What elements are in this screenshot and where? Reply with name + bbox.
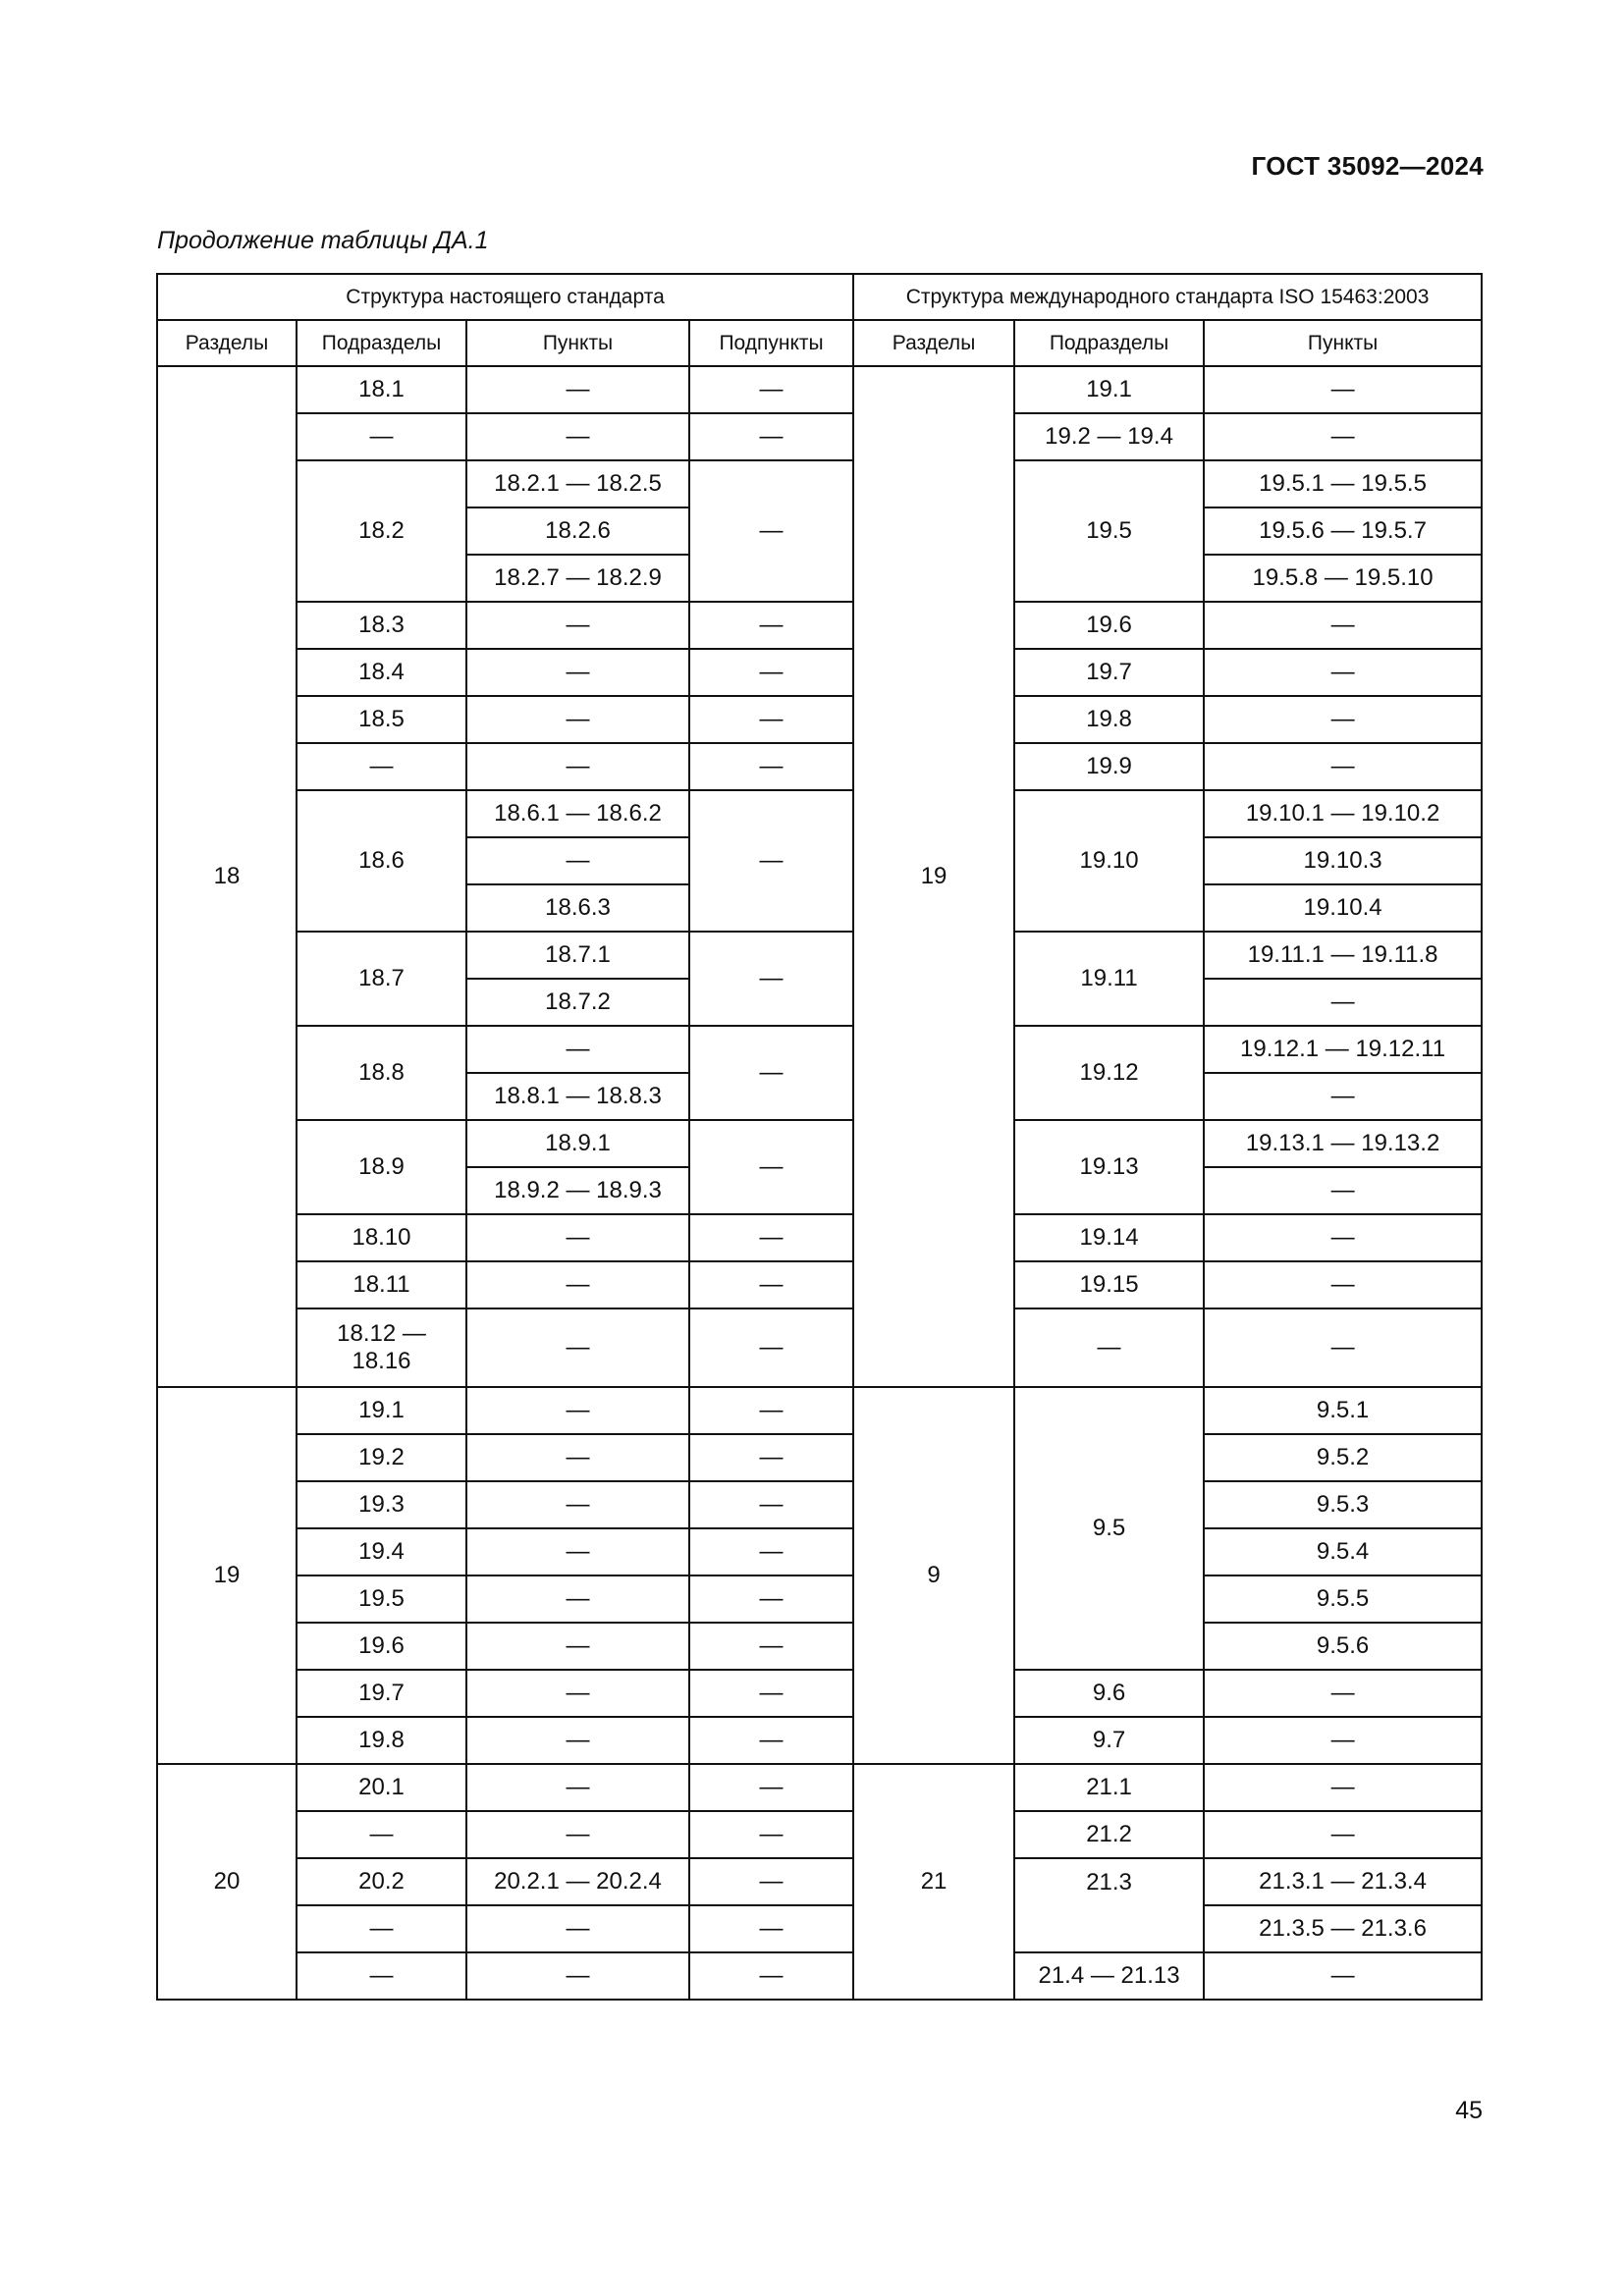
table-cell: 19.6 — [297, 1623, 466, 1670]
table-cell: — — [1204, 1764, 1482, 1811]
table-cell: — — [689, 649, 853, 696]
table-cell: — — [466, 1261, 689, 1308]
table-cell: 9.5.3 — [1204, 1481, 1482, 1528]
table-cell: 18.9.2 — 18.9.3 — [466, 1167, 689, 1214]
column-header: Подразделы — [1014, 320, 1204, 366]
table-cell: 18.8 — [297, 1026, 466, 1120]
table-cell: 19.8 — [1014, 696, 1204, 743]
table-cell: — — [689, 1811, 853, 1858]
table-cell: — — [1014, 1308, 1204, 1387]
table-cell: 9.7 — [1014, 1717, 1204, 1764]
table-cell: — — [466, 1623, 689, 1670]
table-cell: — — [1204, 1811, 1482, 1858]
table-cell: — — [689, 1623, 853, 1670]
table-cell: — — [1204, 743, 1482, 790]
table-cell: — — [297, 1952, 466, 2000]
table-cell: — — [297, 1905, 466, 1952]
table-row — [157, 696, 1482, 743]
table-cell: 18.11 — [297, 1261, 466, 1308]
table-cell: 20.2 — [297, 1858, 466, 1905]
table-cell: — — [689, 1717, 853, 1764]
table-cell: — — [689, 932, 853, 1026]
column-header: Подпункты — [689, 320, 853, 366]
table-cell: 19.10 — [1014, 790, 1204, 932]
group-header-row — [157, 274, 1482, 320]
table-row — [157, 743, 1482, 790]
table-cell: 19 — [157, 1387, 297, 1764]
group-header-international: Структура международного стандарта ISO 15463:2003 — [853, 274, 1482, 320]
table-cell: — — [689, 1858, 853, 1905]
table-row — [157, 1120, 1482, 1167]
table-cell: — — [297, 413, 466, 460]
table-cell: 19.11.1 — 19.11.8 — [1204, 932, 1482, 979]
table-cell: — — [466, 696, 689, 743]
table-cell: — — [689, 1387, 853, 1434]
table-row — [157, 1261, 1482, 1308]
column-header-row — [157, 320, 1482, 366]
table-cell: — — [1204, 649, 1482, 696]
table-cell: 18.6.3 — [466, 884, 689, 932]
table-cell: — — [689, 1434, 853, 1481]
table-cell: — — [689, 1952, 853, 2000]
table-cell: — — [689, 602, 853, 649]
table-cell: 18.10 — [297, 1214, 466, 1261]
table-row — [157, 1717, 1482, 1764]
table-cell: 18.2.1 — 18.2.5 — [466, 460, 689, 507]
table-cell: 19.8 — [297, 1717, 466, 1764]
table-cell: 18.8.1 — 18.8.3 — [466, 1073, 689, 1120]
table-cell: — — [466, 1905, 689, 1952]
table-cell: — — [466, 1952, 689, 2000]
table-cell: 19.5 — [1014, 460, 1204, 602]
table-cell: — — [689, 460, 853, 602]
table-cell: 19.5 — [297, 1575, 466, 1623]
table-cell: 19.15 — [1014, 1261, 1204, 1308]
table-row — [157, 932, 1482, 979]
table-row — [157, 1026, 1482, 1073]
table-cell: 21.2 — [1014, 1811, 1204, 1858]
table-cell: 19.7 — [297, 1670, 466, 1717]
table-cell: 21.3.5 — 21.3.6 — [1204, 1905, 1482, 1952]
table-cell: — — [689, 1026, 853, 1120]
table-cell: 18.6.1 — 18.6.2 — [466, 790, 689, 837]
table-cell: 18.6 — [297, 790, 466, 932]
table-row — [157, 366, 1482, 413]
table-cell: — — [689, 1120, 853, 1214]
table-cell: 9.5.1 — [1204, 1387, 1482, 1434]
table-cell: 18.7 — [297, 932, 466, 1026]
table-cell: 9.5.4 — [1204, 1528, 1482, 1575]
table-cell: 9.5.6 — [1204, 1623, 1482, 1670]
table-row — [157, 1434, 1482, 1481]
table-cell: — — [1204, 979, 1482, 1026]
table-cell: — — [1204, 1670, 1482, 1717]
table-cell: 19.1 — [297, 1387, 466, 1434]
table-cell: — — [1204, 1214, 1482, 1261]
table-cell: — — [466, 1387, 689, 1434]
table-row — [157, 1905, 1482, 1952]
table-cell: — — [297, 1811, 466, 1858]
table-cell: — — [689, 1214, 853, 1261]
table-row — [157, 1623, 1482, 1670]
table-cell: 18.2.6 — [466, 507, 689, 555]
table-cell: 20 — [157, 1764, 297, 2000]
table-row — [157, 790, 1482, 837]
table-cell: 20.2.1 — 20.2.4 — [466, 1858, 689, 1905]
table-row — [157, 1387, 1482, 1434]
table-cell: 18.9.1 — [466, 1120, 689, 1167]
table-row — [157, 649, 1482, 696]
table-cell: 18.7.1 — [466, 932, 689, 979]
table-cell — [1014, 1905, 1204, 1952]
table-cell: — — [689, 1905, 853, 1952]
table-cell: 19.1 — [1014, 366, 1204, 413]
table-cell: 19.10.4 — [1204, 884, 1482, 932]
column-header: Разделы — [853, 320, 1014, 366]
table-cell: — — [689, 790, 853, 932]
table-cell: — — [1204, 1308, 1482, 1387]
table-cell: 19 — [853, 366, 1014, 1387]
table-row — [157, 602, 1482, 649]
table-row — [157, 1670, 1482, 1717]
table-cell: — — [466, 649, 689, 696]
table-cell: 19.10.3 — [1204, 837, 1482, 884]
table-cell: — — [466, 1811, 689, 1858]
table-cell: — — [466, 602, 689, 649]
table-cell: — — [1204, 366, 1482, 413]
table-cell: — — [689, 413, 853, 460]
table-cell: — — [1204, 1952, 1482, 2000]
table-cell: — — [466, 743, 689, 790]
table-cell: 18.2.7 — 18.2.9 — [466, 555, 689, 602]
table-cell: — — [1204, 696, 1482, 743]
table-row — [157, 1575, 1482, 1623]
correspondence-table — [156, 273, 1483, 2001]
table-cell: — — [689, 1575, 853, 1623]
table-cell: — — [466, 1214, 689, 1261]
column-header: Разделы — [157, 320, 297, 366]
table-cell: 18.9 — [297, 1120, 466, 1214]
table-cell: 19.11 — [1014, 932, 1204, 1026]
table-cell: 19.4 — [297, 1528, 466, 1575]
table-cell: 19.2 — [297, 1434, 466, 1481]
table-row — [157, 1481, 1482, 1528]
table-cell: — — [689, 743, 853, 790]
table-cell: — — [466, 837, 689, 884]
table-cell: 19.12.1 — 19.12.11 — [1204, 1026, 1482, 1073]
table-cell: 19.12 — [1014, 1026, 1204, 1120]
table-cell: 19.14 — [1014, 1214, 1204, 1261]
table-cell: 19.13 — [1014, 1120, 1204, 1214]
table-caption: Продолжение таблицы ДА.1 — [157, 227, 489, 254]
table-cell: 19.5.8 — 19.5.10 — [1204, 555, 1482, 602]
table-cell: — — [466, 1575, 689, 1623]
table-cell: 21.3.1 — 21.3.4 — [1204, 1858, 1482, 1905]
table-row — [157, 413, 1482, 460]
table-cell: — — [466, 1717, 689, 1764]
table-cell: — — [1204, 1261, 1482, 1308]
table-cell: — — [689, 366, 853, 413]
table-cell: 19.5.6 — 19.5.7 — [1204, 507, 1482, 555]
table-cell: — — [689, 696, 853, 743]
table-cell: — — [466, 366, 689, 413]
table-row — [157, 1214, 1482, 1261]
column-header: Пункты — [466, 320, 689, 366]
table-cell: 9.5.5 — [1204, 1575, 1482, 1623]
table-cell: — — [1204, 1167, 1482, 1214]
table-cell: 21.3 — [1014, 1858, 1204, 1905]
table-cell: — — [466, 1026, 689, 1073]
table-cell: — — [689, 1764, 853, 1811]
table-cell: 9.5.2 — [1204, 1434, 1482, 1481]
table-cell: — — [466, 1528, 689, 1575]
table-cell: 21 — [853, 1764, 1014, 2000]
table-row — [157, 1811, 1482, 1858]
table-cell: 21.1 — [1014, 1764, 1204, 1811]
table-cell: 19.7 — [1014, 649, 1204, 696]
table-cell: — — [1204, 413, 1482, 460]
table-cell: — — [466, 1764, 689, 1811]
column-header: Пункты — [1204, 320, 1482, 366]
table-cell: — — [689, 1670, 853, 1717]
table-cell: 9.5 — [1014, 1387, 1204, 1670]
table-cell: — — [1204, 1717, 1482, 1764]
table-cell: — — [466, 1481, 689, 1528]
table-cell: 18.2 — [297, 460, 466, 602]
table-cell: 18.4 — [297, 649, 466, 696]
table-row — [157, 1858, 1482, 1905]
table-cell: — — [297, 743, 466, 790]
table-cell: — — [689, 1308, 853, 1387]
table-row — [157, 1528, 1482, 1575]
table-cell: 19.6 — [1014, 602, 1204, 649]
table-cell: 9.6 — [1014, 1670, 1204, 1717]
page-number: 45 — [1455, 2097, 1483, 2124]
table-cell: 9 — [853, 1387, 1014, 1764]
table-cell: — — [466, 1308, 689, 1387]
document-code: ГОСТ 35092—2024 — [1251, 151, 1484, 181]
table-row — [157, 460, 1482, 507]
table-cell: 19.3 — [297, 1481, 466, 1528]
table-cell: 19.10.1 — 19.10.2 — [1204, 790, 1482, 837]
table-cell: 18.3 — [297, 602, 466, 649]
table-cell: — — [1204, 1073, 1482, 1120]
group-header-national: Структура настоящего стандарта — [157, 274, 853, 320]
table-cell: 18.5 — [297, 696, 466, 743]
column-header: Подразделы — [297, 320, 466, 366]
table-cell: 18.7.2 — [466, 979, 689, 1026]
table-cell: — — [466, 413, 689, 460]
table-cell: — — [466, 1434, 689, 1481]
table-row — [157, 1764, 1482, 1811]
table-cell: 19.9 — [1014, 743, 1204, 790]
table-row — [157, 1308, 1482, 1387]
table-cell: 19.5.1 — 19.5.5 — [1204, 460, 1482, 507]
table-cell: — — [689, 1528, 853, 1575]
table-cell: 18.1 — [297, 366, 466, 413]
table-cell: 21.4 — 21.13 — [1014, 1952, 1204, 2000]
table-cell: — — [689, 1481, 853, 1528]
table-cell: 19.2 — 19.4 — [1014, 413, 1204, 460]
table-cell: 19.13.1 — 19.13.2 — [1204, 1120, 1482, 1167]
table-cell: — — [466, 1670, 689, 1717]
table-row — [157, 1952, 1482, 2000]
table-cell: — — [689, 1261, 853, 1308]
table-cell: 18 — [157, 366, 297, 1387]
table-cell: 20.1 — [297, 1764, 466, 1811]
table-cell: — — [1204, 602, 1482, 649]
table-cell: 18.12 — 18.16 — [297, 1308, 466, 1387]
